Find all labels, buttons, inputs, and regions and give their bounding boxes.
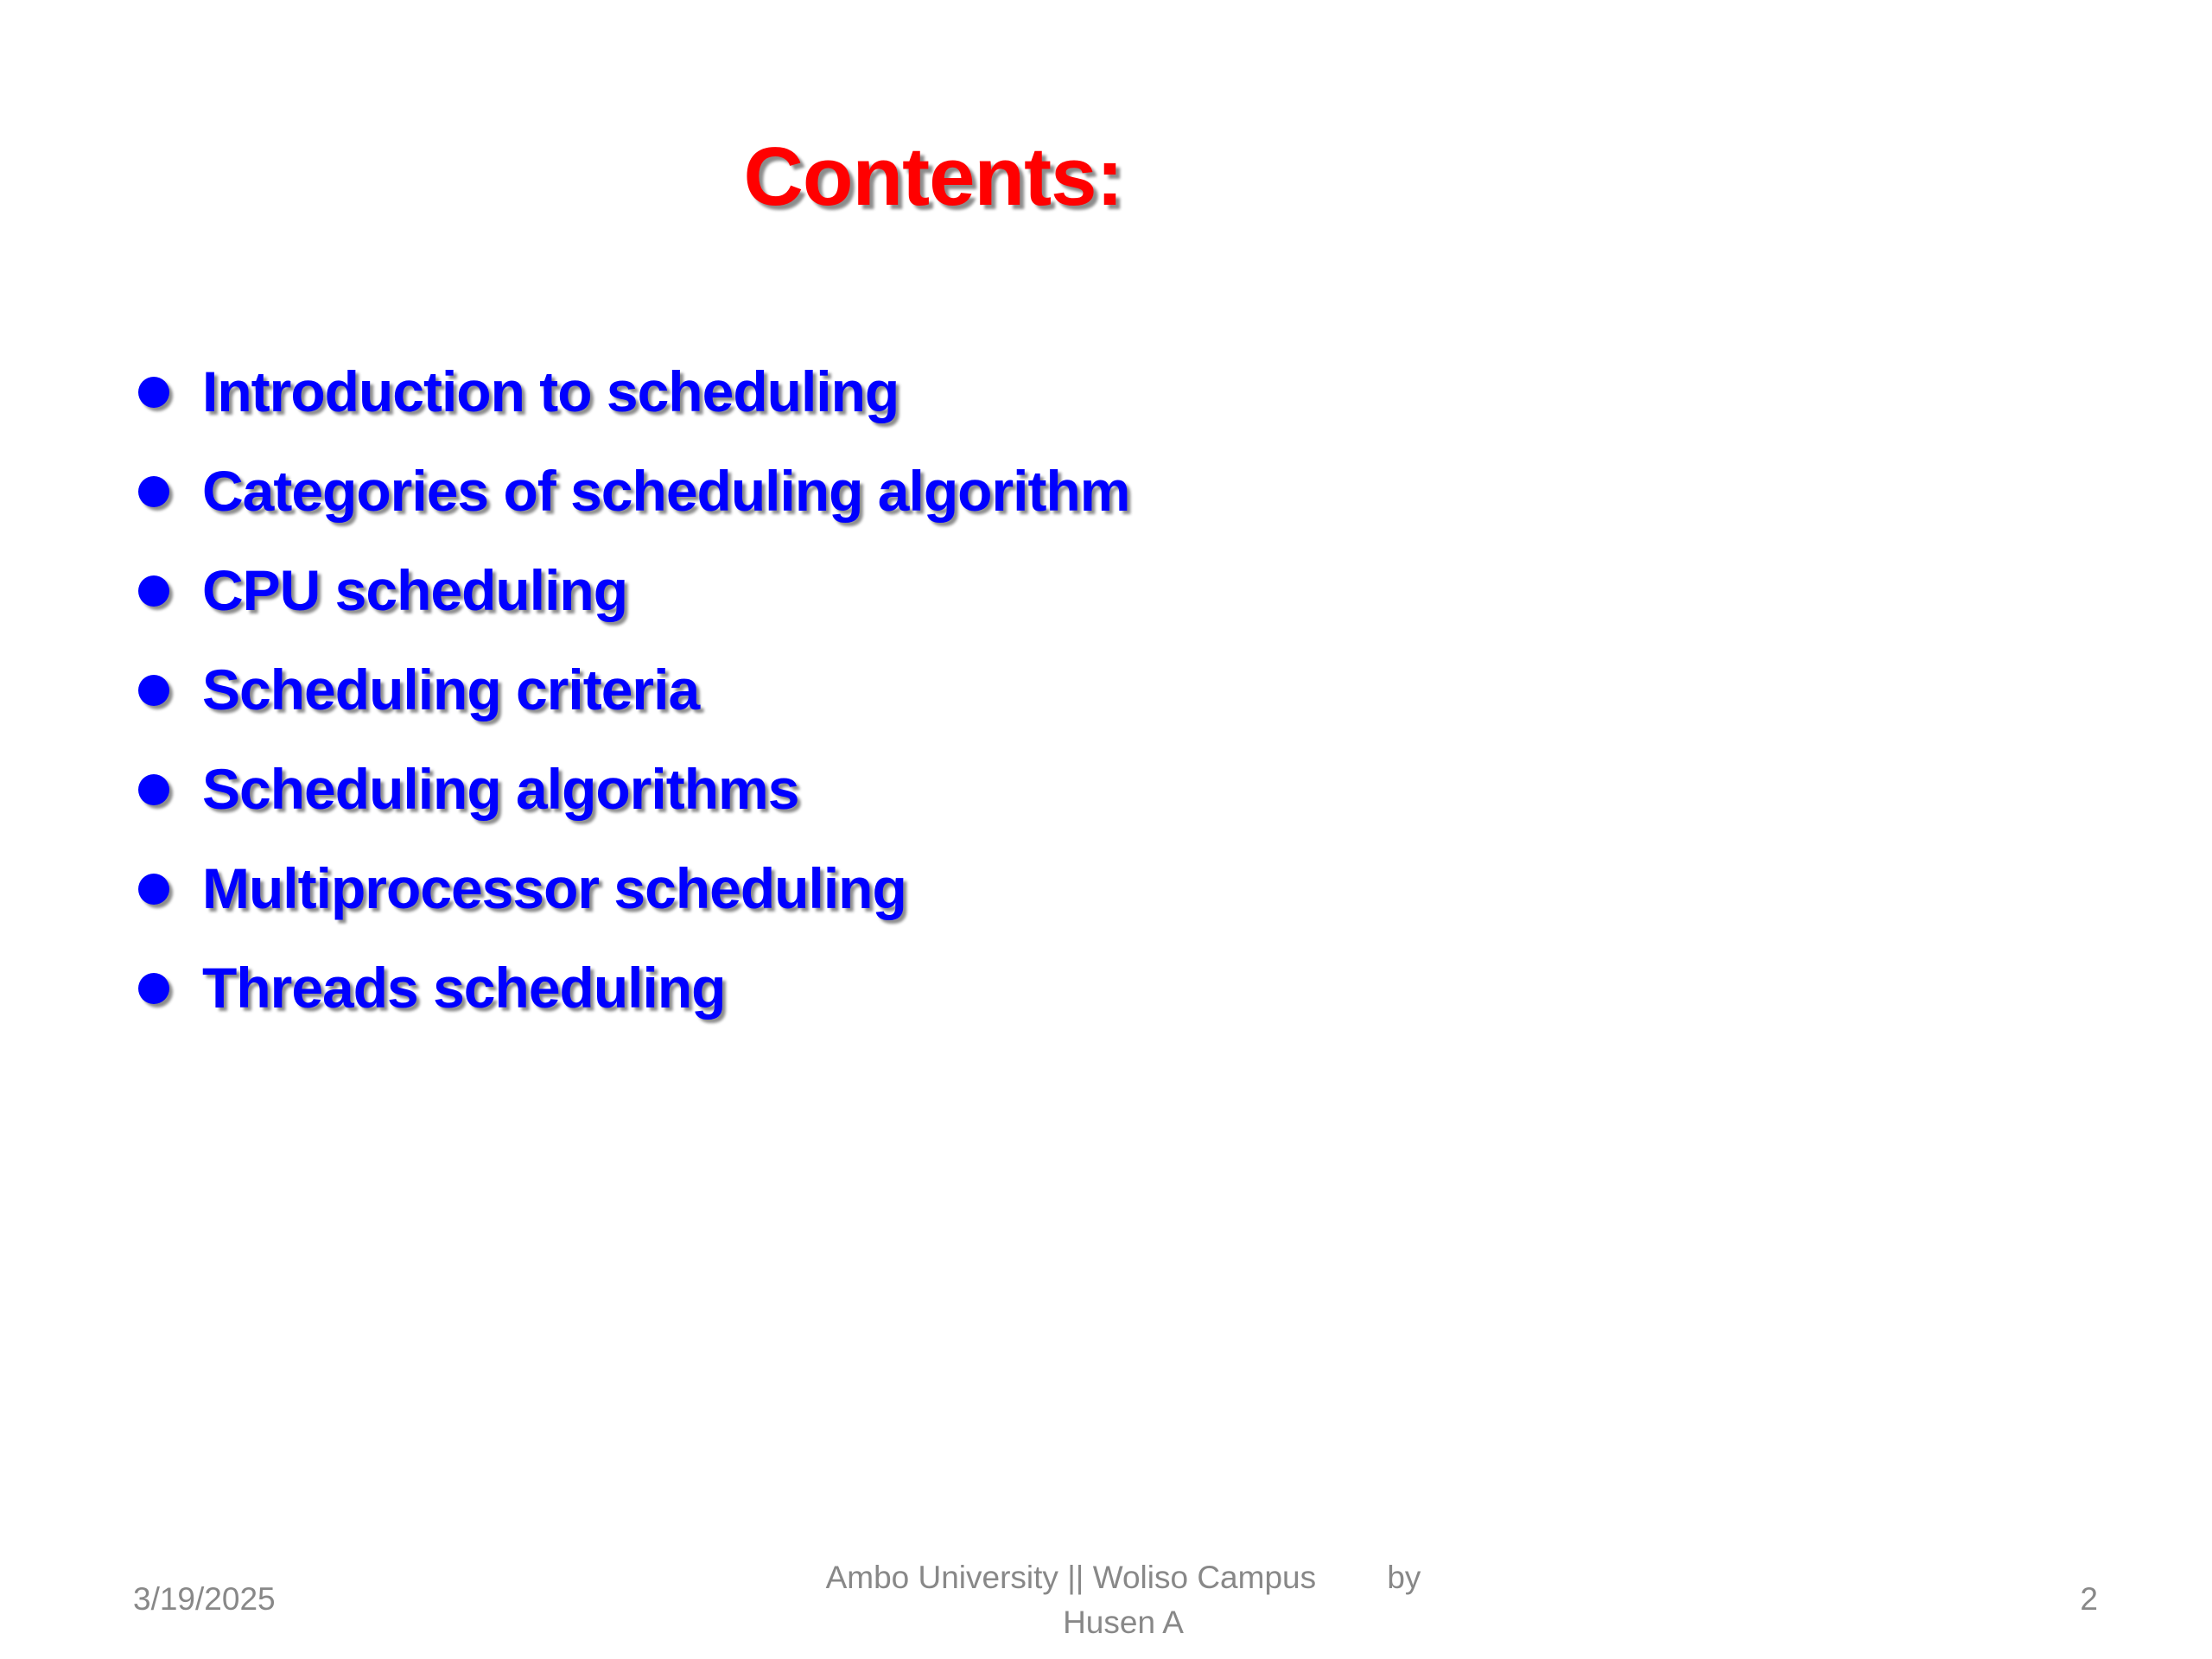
bullet-dot-icon [138, 476, 169, 507]
bullet-dot-icon [138, 377, 169, 408]
bullet-text: Multiprocessor scheduling [202, 856, 906, 920]
bullet-text: Scheduling algorithms [202, 757, 799, 821]
bullet-dot-icon [138, 675, 169, 706]
bullet-text: Categories of scheduling algorithm [202, 459, 1130, 523]
slide-title: Contents: [743, 130, 1123, 223]
bullet-text: CPU scheduling [202, 558, 628, 622]
slide-number: 2 [2080, 1581, 2098, 1617]
bullet-text: Scheduling criteria [202, 658, 700, 721]
footer-text [743, 1555, 1503, 1645]
footer-date: 3/19/2025 [133, 1581, 276, 1617]
bullet-dot-icon [138, 575, 169, 607]
bullet-dot-icon [138, 874, 169, 905]
bullet-dot-icon [138, 973, 169, 1004]
footer-line-2: Husen A [1063, 1605, 1184, 1640]
bullet-dot-icon [138, 774, 169, 805]
bullet-text: Threads scheduling [202, 956, 726, 1020]
bullet-text: Introduction to scheduling [202, 359, 899, 423]
footer-line-1: Ambo University || Woliso Campus by [825, 1560, 1421, 1595]
